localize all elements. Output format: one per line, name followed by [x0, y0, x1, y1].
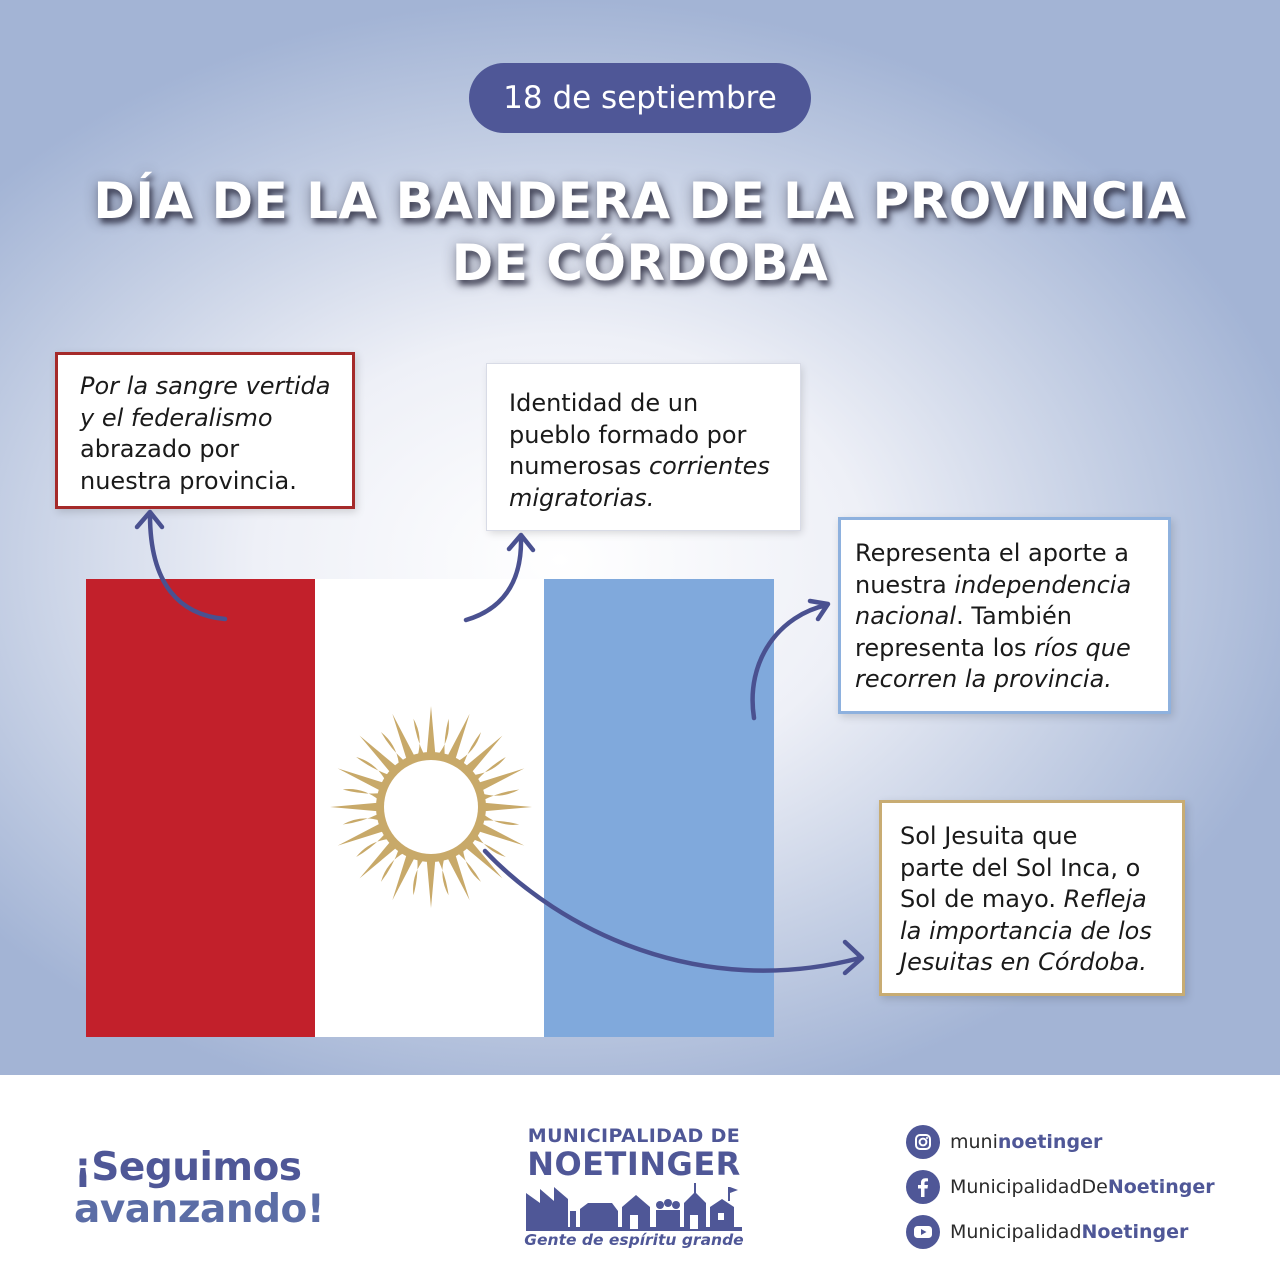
slogan [74, 1147, 374, 1231]
facebook-link[interactable] [906, 1170, 1266, 1206]
gold-box-line-4: la importancia de los [900, 916, 1152, 945]
sun-ray [438, 857, 449, 895]
instagram-handle-pre: muni [950, 1131, 998, 1153]
sun-ray [343, 814, 381, 825]
gold-box-line-3a: Sol de mayo. [900, 885, 1064, 913]
youtube-handle-pre: Municipalidad [950, 1221, 1082, 1243]
sun-ray [360, 841, 398, 879]
sun-ray [438, 719, 449, 757]
instagram-handle-bold: noetinger [997, 1131, 1103, 1153]
youtube-link[interactable] [906, 1215, 1266, 1251]
white-box-line-4: migratorias. [509, 483, 655, 512]
white-box-line-2: pueblo formado por [509, 420, 747, 449]
title-line-2: DE CÓRDOBA [451, 234, 829, 292]
gold-box-line-2: parte del Sol Inca, o [900, 853, 1141, 882]
flag-red-stripe [86, 579, 315, 1037]
gold-box-line-1: Sol Jesuita que [900, 822, 1078, 850]
white-box-line-3b: corrientes [648, 452, 770, 480]
sun-ray [343, 789, 381, 800]
page-title [40, 170, 1240, 294]
sun-info-box [879, 800, 1185, 996]
sun-ray [447, 853, 470, 900]
white-box-line-3a: numerosas [509, 452, 649, 480]
red-box-line-2: y el federalismo [80, 403, 273, 432]
logo-tagline: Gente de espíritu grande [524, 1231, 744, 1249]
red-box-line-1: Por la sangre vertida [80, 372, 331, 400]
youtube-icon [906, 1215, 940, 1249]
sun-ray [465, 736, 503, 774]
blue-box-line-3a: nacional [855, 602, 957, 630]
sun-ray [427, 859, 436, 908]
facebook-icon [906, 1170, 940, 1204]
title-line-1: DÍA DE LA BANDERA DE LA PROVINCIA [93, 172, 1187, 230]
sun-ray [427, 706, 436, 755]
sun-ray [413, 719, 424, 757]
blue-box-line-5: recorren la provincia. [855, 665, 1112, 693]
white-stripe-info-box [487, 364, 800, 530]
sun-ray [413, 857, 424, 895]
sun-ray [360, 736, 398, 774]
blue-stripe-info-box [838, 517, 1171, 714]
sun-ray [481, 814, 519, 825]
sun-ray [481, 789, 519, 800]
sun-of-may-icon [326, 702, 536, 912]
date-badge: 18 de septiembre [469, 63, 811, 133]
blue-box-line-4a: representa los [855, 633, 1035, 662]
sun-ray [392, 853, 415, 900]
white-box-line-1: Identidad de un [509, 389, 699, 417]
sun-ray [447, 714, 470, 761]
sun-ray [477, 823, 524, 846]
facebook-handle [950, 1176, 1215, 1198]
sun-ray [338, 768, 385, 791]
youtube-handle [950, 1221, 1188, 1243]
footer [0, 1075, 1280, 1280]
instagram-handle [950, 1131, 1102, 1153]
logo-line-1: MUNICIPALIDAD DE [527, 1125, 741, 1147]
youtube-handle-bold: Noetinger [1081, 1221, 1189, 1243]
instagram-link[interactable] [906, 1125, 1266, 1161]
logo-line-2: NOETINGER [527, 1145, 741, 1183]
slogan-line-2: avanzando! [74, 1187, 325, 1232]
sun-ray [477, 768, 524, 791]
facebook-handle-bold: Noetinger [1107, 1176, 1215, 1198]
municipality-logo [520, 1125, 748, 1255]
blue-box-line-3b: . También [956, 602, 1072, 630]
gold-box-line-3b: Refleja [1063, 885, 1147, 913]
instagram-icon [906, 1125, 940, 1159]
gold-box-line-5: Jesuitas en Córdoba. [900, 948, 1147, 976]
sun-ray [330, 803, 379, 812]
sun-ray [483, 803, 532, 812]
sun-ray [392, 714, 415, 761]
red-box-line-4: nuestra provincia. [80, 466, 297, 495]
red-box-line-3: abrazado por [80, 435, 240, 463]
blue-box-line-1: Representa el aporte a [855, 539, 1129, 567]
red-stripe-info-box [55, 352, 355, 509]
town-skyline-icon [526, 1181, 742, 1231]
blue-box-line-2b: independencia [954, 570, 1132, 599]
blue-box-line-4b: ríos que [1034, 633, 1131, 662]
sun-ray [338, 823, 385, 846]
blue-box-line-2a: nuestra [855, 570, 955, 599]
facebook-handle-pre: MunicipalidadDe [950, 1176, 1108, 1198]
sun-ray [465, 841, 503, 879]
slogan-line-1: ¡Seguimos [74, 1145, 302, 1190]
